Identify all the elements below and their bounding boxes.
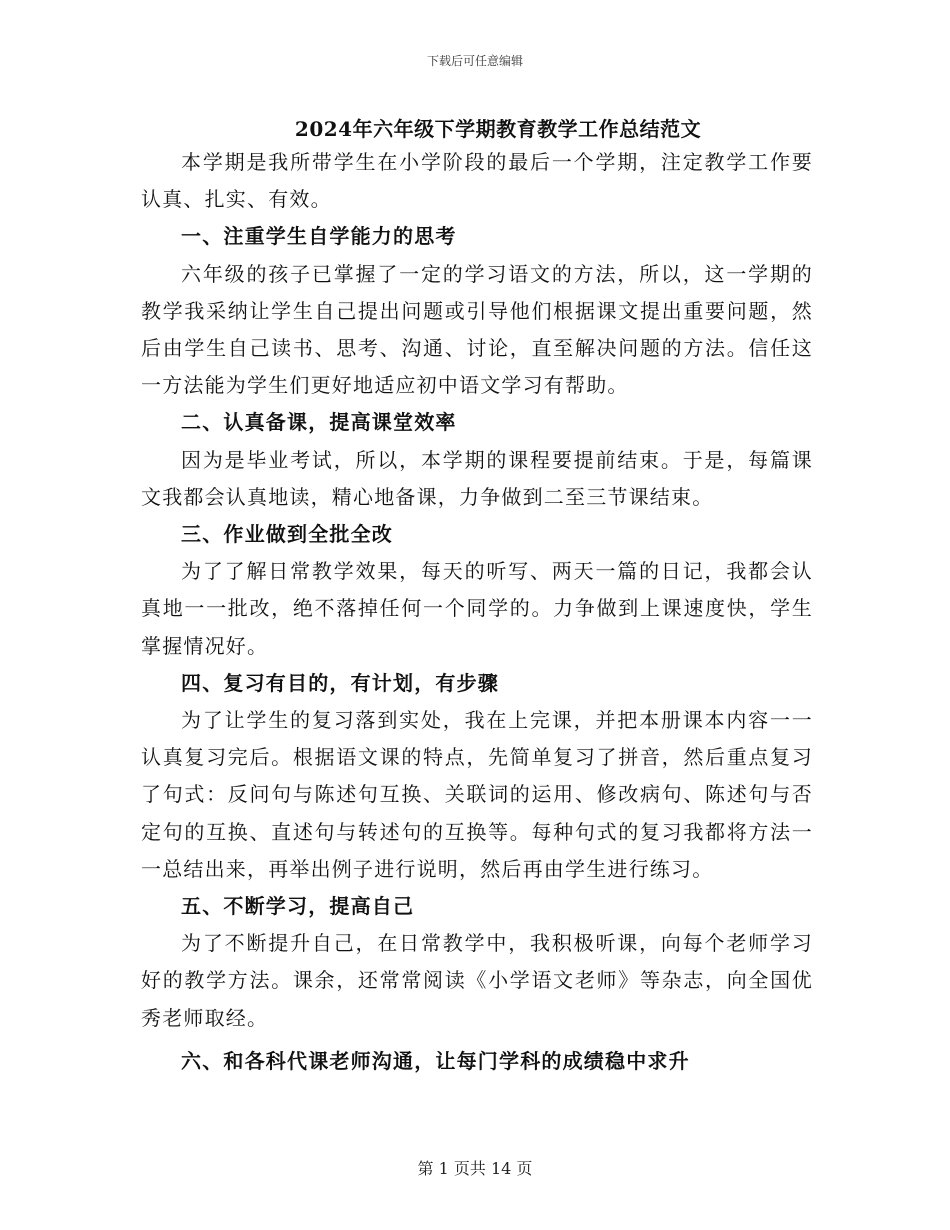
- section-body-3: 为了了解日常教学效果，每天的听写、两天一篇的日记，我都会认真地一一批改，绝不落掉任何一个同学的。力争做到上课速度快，学生掌握情况好。: [141, 559, 813, 658]
- page-header-note: 下载后可任意编辑: [426, 54, 523, 68]
- section-heading-3: 三、作业做到全批全改: [181, 522, 393, 547]
- page-number-footer: 第 1 页共 14 页: [417, 1159, 533, 1178]
- section-heading-6: 六、和各科代课老师沟通，让每门学科的成绩稳中求升: [181, 1048, 690, 1073]
- section-body-2: 因为是毕业考试，所以，本学期的课程要提前结束。于是，每篇课文我都会认真地读，精心地备课，力争做到二至三节课结束。: [141, 447, 813, 509]
- section-heading-2: 二、认真备课，提高课堂效率: [181, 410, 457, 435]
- section-body-4: 为了让学生的复习落到实处，我在上完课，并把本册课本内容一一认真复习完后。根据语文课的特点，先简单复习了拼音，然后重点复习了句式：反问句与陈述句互换、关联词的运用、修改病句、陈述句与否定句的互换、直述句与转述句的互换等。每种句式的复习我都将方法一一总结出来，再举出例子进行说明，然后再由学生进行练习。: [141, 708, 813, 881]
- section-body-1: 六年级的孩子已掌握了一定的学习语文的方法，所以，这一学期的教学我采纳让学生自己提出问题或引导他们根据课文提出重要问题，然后由学生自己读书、思考、沟通、讨论，直至解决问题的方法。信任这一方法能为学生们更好地适应初中语文学习有帮助。: [141, 261, 813, 398]
- section-heading-5: 五、不断学习，提高自己: [181, 894, 415, 919]
- document-title: 2024年六年级下学期教育教学工作总结范文: [294, 117, 702, 141]
- section-heading-4: 四、复习有目的，有计划，有步骤: [181, 670, 499, 695]
- section-heading-1: 一、注重学生自学能力的思考: [181, 224, 457, 249]
- intro-paragraph: 本学期是我所带学生在小学阶段的最后一个学期，注定教学工作要认真、扎实、有效。: [141, 150, 813, 212]
- document-body: [141, 144, 813, 1080]
- section-body-5: 为了不断提升自己，在日常教学中，我积极听课，向每个老师学习好的教学方法。课余，还常常阅读《小学语文老师》等杂志，向全国优秀老师取经。: [141, 931, 813, 1030]
